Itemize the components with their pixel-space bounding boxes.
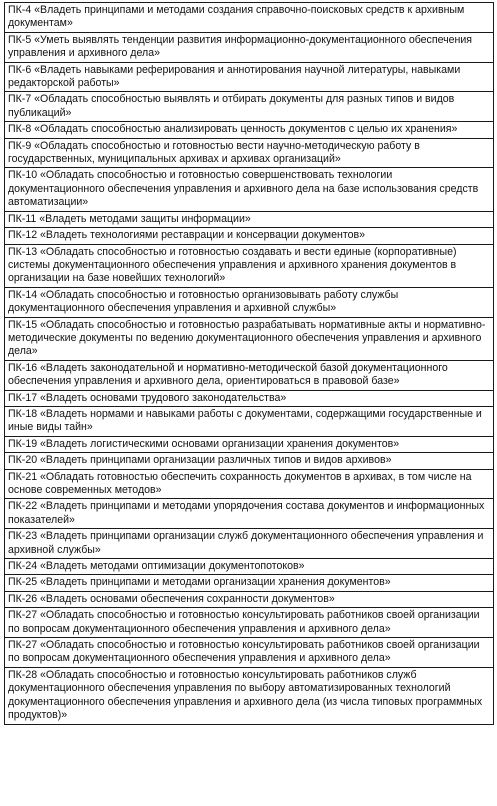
table-row — [5, 390, 494, 406]
competencies-table — [4, 2, 494, 725]
competency-cell: ПК-24 «Владеть методами оптимизации документопотоков» — [5, 559, 494, 575]
table-row — [5, 406, 494, 436]
table-row — [5, 575, 494, 591]
competency-cell: ПК-20 «Владеть принципами организации различных типов и видов архивов» — [5, 453, 494, 469]
competency-cell: ПК-12 «Владеть технологиями реставрации и консервации документов» — [5, 228, 494, 244]
table-row — [5, 92, 494, 122]
competency-cell: ПК-7 «Обладать способностью выявлять и отбирать документы для разных типов и видов публикаций» — [5, 92, 494, 122]
competency-cell: ПК-5 «Уметь выявлять тенденции развития информационно-документационного обеспечения управления и архивного дела» — [5, 32, 494, 62]
table-row — [5, 32, 494, 62]
table-row — [5, 62, 494, 92]
table-row — [5, 244, 494, 287]
table-row — [5, 638, 494, 668]
table-row — [5, 469, 494, 499]
competency-cell: ПК-6 «Владеть навыками реферирования и аннотирования научной литературы, навыками редакторской работы» — [5, 62, 494, 92]
competency-cell: ПК-11 «Владеть методами защиты информации» — [5, 211, 494, 227]
table-row — [5, 453, 494, 469]
table-row — [5, 436, 494, 452]
table-row — [5, 559, 494, 575]
competency-cell: ПК-26 «Владеть основами обеспечения сохранности документов» — [5, 591, 494, 607]
competency-cell: ПК-27 «Обладать способностью и готовностью консультировать работников своей организации по вопросам документационного обеспечения управления и архивного дела» — [5, 608, 494, 638]
competency-cell: ПК-28 «Обладать способностью и готовностью консультировать работников служб документационного обеспечения управления по выбору автоматизированных технологий документационного обеспечения управления и архивного дела (из числа типовых программных продуктов)» — [5, 667, 494, 724]
competency-cell: ПК-16 «Владеть законодательной и нормативно-методической базой документационного обеспечения управления и архивного дела, ориентироваться в правовой базе» — [5, 360, 494, 390]
competency-cell: ПК-15 «Обладать способностью и готовностью разрабатывать нормативные акты и нормативно-методические документы по ведению документационного обеспечения управления и архивного дела» — [5, 317, 494, 360]
table-row — [5, 138, 494, 168]
table-row — [5, 608, 494, 638]
competency-cell: ПК-4 «Владеть принципами и методами создания справочно-поисковых средств к архивным документам» — [5, 3, 494, 33]
table-row — [5, 168, 494, 211]
table-row — [5, 667, 494, 724]
competency-cell: ПК-25 «Владеть принципами и методами организации хранения документов» — [5, 575, 494, 591]
table-row — [5, 122, 494, 138]
table-row — [5, 360, 494, 390]
table-row — [5, 287, 494, 317]
competency-cell: ПК-18 «Владеть нормами и навыками работы с документами, содержащими государственные и иные виды тайн» — [5, 406, 494, 436]
competency-cell: ПК-10 «Обладать способностью и готовностью совершенствовать технологии документационного обеспечения управления и архивного дела на базе использования средств автоматизации» — [5, 168, 494, 211]
competency-cell: ПК-8 «Обладать способностью анализировать ценность документов с целью их хранения» — [5, 122, 494, 138]
competency-cell: ПК-13 «Обладать способностью и готовностью создавать и вести единые (корпоративные) системы документационного обеспечения управления и архивного хранения документов в организации на базе новейших технологий» — [5, 244, 494, 287]
competency-cell: ПК-19 «Владеть логистическими основами организации хранения документов» — [5, 436, 494, 452]
table-row — [5, 228, 494, 244]
table-row — [5, 317, 494, 360]
competency-cell: ПК-21 «Обладать готовностью обеспечить сохранность документов в архивах, в том числе на основе современных методов» — [5, 469, 494, 499]
table-row — [5, 529, 494, 559]
competency-cell: ПК-22 «Владеть принципами и методами упорядочения состава документов и информационных показателей» — [5, 499, 494, 529]
competency-cell: ПК-17 «Владеть основами трудового законодательства» — [5, 390, 494, 406]
competency-cell: ПК-27 «Обладать способностью и готовностью консультировать работников своей организации по вопросам документационного обеспечения управления и архивного дела» — [5, 638, 494, 668]
competency-cell: ПК-23 «Владеть принципами организации служб документационного обеспечения управления и архивной службы» — [5, 529, 494, 559]
table-row — [5, 591, 494, 607]
competency-cell: ПК-14 «Обладать способностью и готовностью организовывать работу службы документационного обеспечения управления и архивной службы» — [5, 287, 494, 317]
competency-cell: ПК-9 «Обладать способностью и готовностью вести научно-методическую работу в государственных, муниципальных архивах и архивах организаций» — [5, 138, 494, 168]
table-row — [5, 211, 494, 227]
table-row — [5, 3, 494, 33]
table-row — [5, 499, 494, 529]
